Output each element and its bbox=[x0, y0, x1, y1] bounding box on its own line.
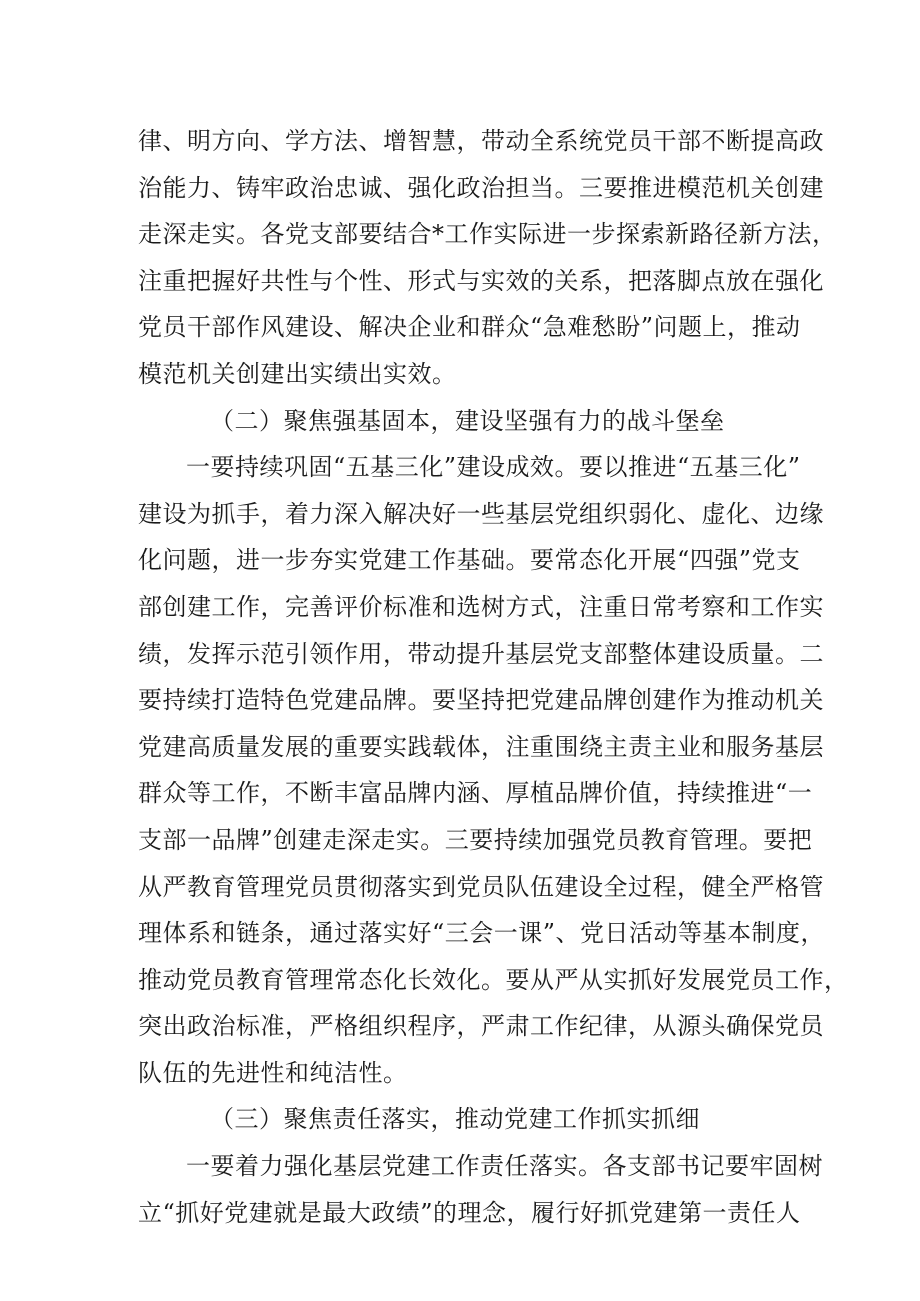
text-line: 走深走实。各党支部要结合*工作实际进一步探索新路径新方法， bbox=[138, 220, 837, 249]
text-line: 化问题，进一步夯实党建工作基础。要常态化开展“四强”党支 bbox=[138, 546, 801, 575]
text-line: 党建高质量发展的重要实践载体，注重围绕主责主业和服务基层 bbox=[138, 732, 824, 761]
text-line: 立“抓好党建就是最大政绩”的理念，履行好抓党建第一责任人 bbox=[138, 1198, 801, 1227]
text-line: 部创建工作，完善评价标准和选树方式，注重日常考察和工作实 bbox=[138, 592, 824, 621]
text-line: 队伍的先进性和纯洁性。 bbox=[138, 1058, 408, 1087]
text-line: 注重把握好共性与个性、形式与实效的关系，把落脚点放在强化 bbox=[138, 266, 824, 295]
text-line: 要持续打造特色党建品牌。要坚持把党建品牌创建作为推动机关 bbox=[138, 686, 824, 715]
paragraph-3 bbox=[138, 1143, 823, 1236]
text-line: 模范机关创建出实绩出实效。 bbox=[138, 359, 457, 388]
text-line: 绩，发挥示范引领作用，带动提升基层党支部整体建设质量。二 bbox=[138, 639, 824, 668]
text-line: 党员干部作风建设、解决企业和群众“急难愁盼”问题上，推动 bbox=[138, 313, 801, 342]
text-line: 群众等工作，不断丰富品牌内涵、厚植品牌价值，持续推进“一 bbox=[138, 779, 813, 808]
section-heading-2: （二）聚焦强基固本，建设坚强有力的战斗堡垒 bbox=[210, 406, 725, 435]
section-heading-3: （三）聚焦责任落实，推动党建工作抓实抓细 bbox=[210, 1105, 700, 1134]
paragraph-1 bbox=[138, 118, 837, 398]
text-line: 律、明方向、学方法、增智慧，带动全系统党员干部不断提高政 bbox=[138, 127, 824, 155]
text-line: 推动党员教育管理常态化长效化。要从严从实抓好发展党员工作， bbox=[138, 965, 849, 994]
text-line: 一要持续巩固“五基三化”建设成效。要以推进“五基三化” bbox=[186, 453, 801, 482]
text-line: 理体系和链条，通过落实好“三会一课”、党日活动等基本制度， bbox=[138, 919, 826, 948]
text-line: 支部一品牌”创建走深走实。三要持续加强党员教育管理。要把 bbox=[138, 825, 813, 854]
text-line: 一要着力强化基层党建工作责任落实。各支部书记要牢固树 bbox=[186, 1152, 823, 1181]
text-line: 从严教育管理党员贯彻落实到党员队伍建设全过程，健全严格管 bbox=[138, 872, 824, 901]
text-line: 建设为抓手，着力深入解决好一些基层党组织弱化、虚化、边缘 bbox=[138, 499, 824, 528]
paragraph-2 bbox=[138, 444, 849, 1096]
text-line: 突出政治标准，严格组织程序，严肃工作纪律，从源头确保党员 bbox=[138, 1012, 824, 1041]
text-line: 治能力、铸牢政治忠诚、强化政治担当。三要推进模范机关创建 bbox=[138, 173, 824, 202]
document-body bbox=[138, 118, 849, 1236]
